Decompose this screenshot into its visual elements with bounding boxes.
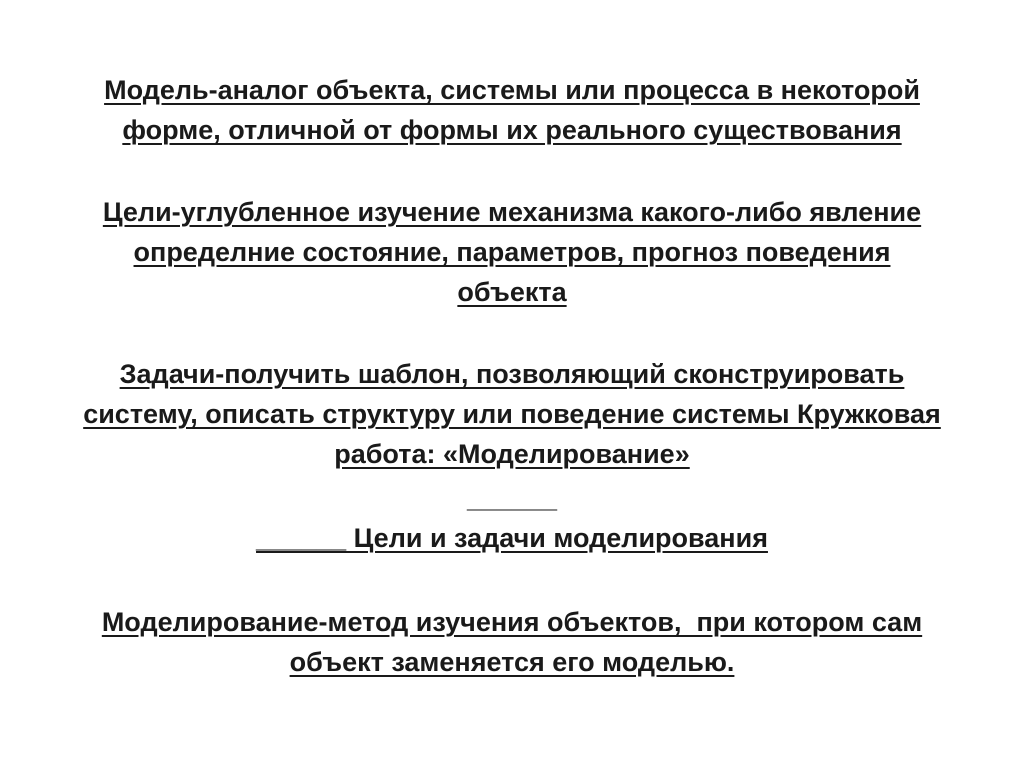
goals-line-2: определние состояние, параметров, прогноз поведения (133, 237, 891, 267)
tasks-line-3: работа: «Моделирование» (334, 439, 690, 469)
tasks-line-2: систему, описать структуру или поведение системы Кружковая (83, 399, 941, 429)
modeling-definition-line-2: объект заменяется его моделью. (289, 647, 735, 677)
goals-line-1: Цели-углубленное изучение механизма какого-либо явление (102, 197, 922, 227)
model-definition-line-1: Модель-аналог объекта, системы или процесса в некоторой (104, 75, 920, 105)
goals-line-3: объекта (457, 277, 567, 307)
separator-line: ______ (466, 483, 558, 513)
tasks-line-1: Задачи-получить шаблон, позволяющий сконструировать (119, 359, 905, 389)
modeling-definition-line-1: Моделирование-метод изучения объектов, при котором сам (101, 607, 923, 637)
section-title-goals-and-tasks: ______ Цели и задачи моделирования (256, 523, 768, 553)
model-definition-line-2: форме, отличной от формы их реального существования (122, 115, 902, 145)
